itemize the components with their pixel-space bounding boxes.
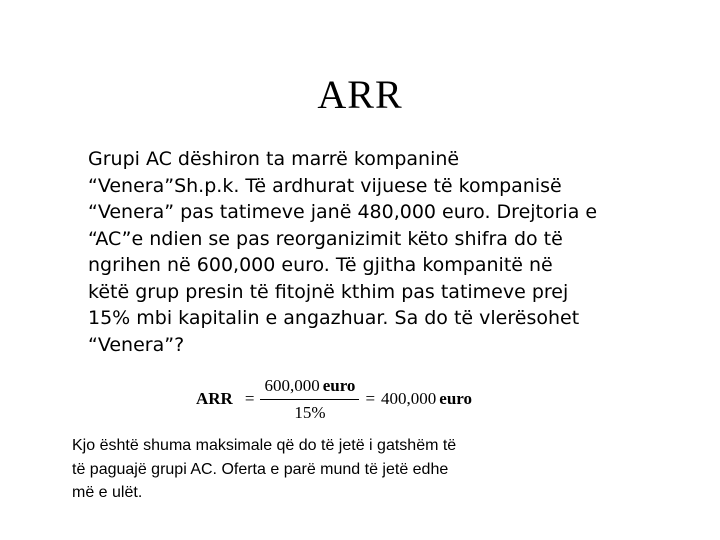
- formula-fraction: [260, 376, 359, 423]
- result-unit: euro: [439, 389, 473, 408]
- formula-lhs: ARR: [196, 389, 233, 408]
- conclusion-line: Kjo është shuma maksimale që do të jetë i gatshëm të: [72, 437, 457, 454]
- arr-formula: [196, 371, 472, 427]
- paragraph-line: këtë grup presin të fitojnë kthim pas tatimeve prej: [88, 280, 569, 303]
- paragraph-line: “Venera”Sh.p.k. Të ardhurat vijuese të kompanisë: [88, 174, 562, 197]
- conclusion-paragraph: [72, 434, 572, 505]
- formula-numerator: [260, 376, 359, 400]
- paragraph-line: Grupi AC dëshiron ta marrë kompaninë: [88, 148, 460, 170]
- formula-denominator: 15%: [294, 402, 326, 422]
- paragraph-line: “Venera”?: [88, 333, 185, 356]
- paragraph-line: ngrihen në 600,000 euro. Të gjitha kompanitë në: [88, 254, 553, 276]
- formula-equals-sign: =: [244, 389, 255, 408]
- conclusion-line: të paguajë grupi AC. Oferta e parë mund të jetë edhe: [72, 460, 449, 478]
- numerator-value: 600,000: [264, 375, 320, 395]
- paragraph-line: “AC”e ndien se pas reorganizimit këto shifra do të: [88, 227, 563, 250]
- conclusion-line: më e ulët.: [72, 484, 143, 501]
- slide-title: ARR: [317, 72, 403, 117]
- result-value: 400,000: [381, 389, 437, 408]
- formula-equals-sign: =: [365, 389, 376, 408]
- formula-result: [381, 389, 472, 409]
- numerator-unit: euro: [322, 375, 356, 395]
- paragraph-line: 15% mbi kapitalin e angazhuar. Sa do të vlerësohet: [88, 307, 580, 329]
- problem-paragraph: [88, 146, 668, 358]
- paragraph-line: “Venera” pas tatimeve janë 480,000 euro. Drejtoria e: [88, 201, 598, 223]
